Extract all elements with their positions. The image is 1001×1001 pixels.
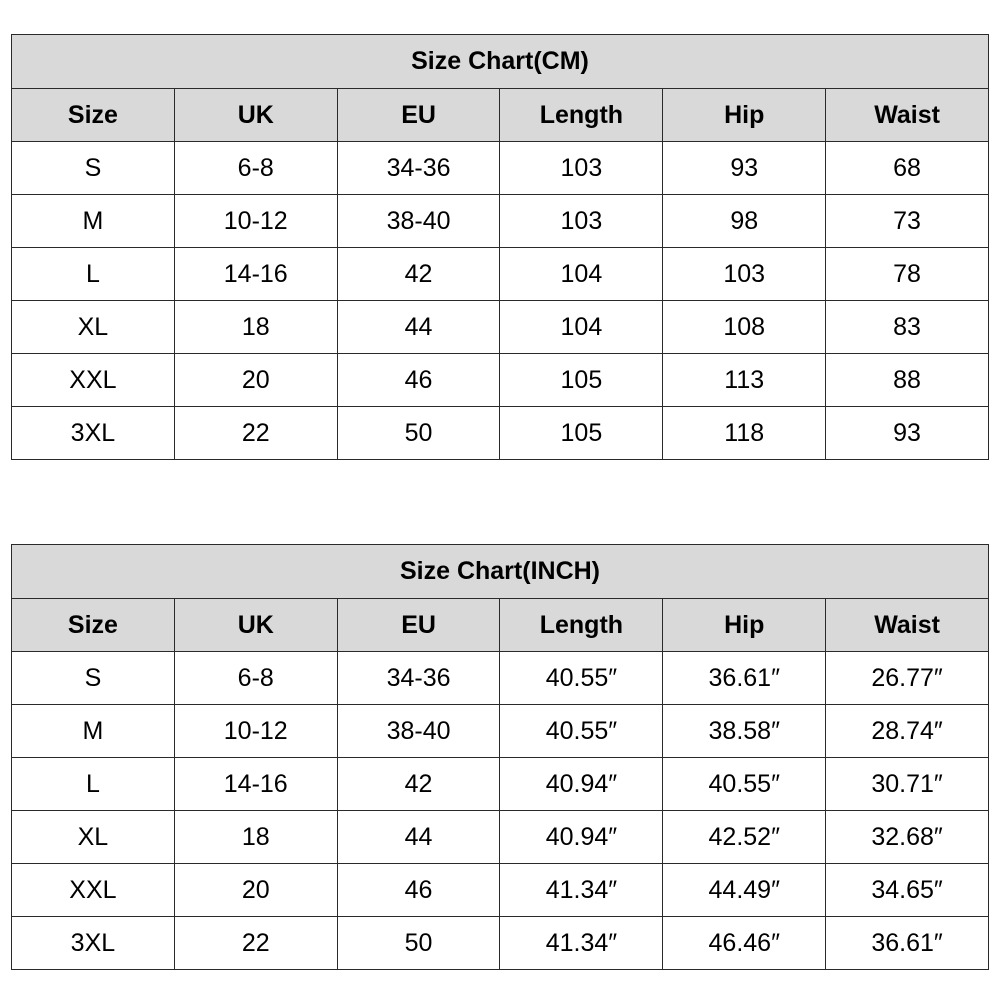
hip-cell: 113 xyxy=(663,354,826,407)
column-header-size: Size xyxy=(12,89,175,142)
hip-cell: 44.49″ xyxy=(663,864,826,917)
column-header-waist: Waist xyxy=(826,599,989,652)
size-cell: XL xyxy=(12,301,175,354)
size-cell: XXL xyxy=(12,354,175,407)
waist-cell: 36.61″ xyxy=(826,917,989,970)
eu-cell: 34-36 xyxy=(337,652,500,705)
eu-cell: 50 xyxy=(337,917,500,970)
eu-cell: 50 xyxy=(337,407,500,460)
hip-cell: 118 xyxy=(663,407,826,460)
hip-cell: 103 xyxy=(663,248,826,301)
column-header-size: Size xyxy=(12,599,175,652)
waist-cell: 88 xyxy=(826,354,989,407)
size-cell: 3XL xyxy=(12,917,175,970)
uk-cell: 14-16 xyxy=(174,248,337,301)
size-cell: S xyxy=(12,652,175,705)
length-cell: 104 xyxy=(500,248,663,301)
length-cell: 104 xyxy=(500,301,663,354)
hip-cell: 36.61″ xyxy=(663,652,826,705)
uk-cell: 6-8 xyxy=(174,652,337,705)
uk-cell: 10-12 xyxy=(174,195,337,248)
hip-cell: 98 xyxy=(663,195,826,248)
size-chart-cm-table xyxy=(11,34,989,460)
length-cell: 103 xyxy=(500,195,663,248)
eu-cell: 44 xyxy=(337,811,500,864)
eu-cell: 34-36 xyxy=(337,142,500,195)
column-header-length: Length xyxy=(500,89,663,142)
table-row xyxy=(12,652,989,705)
length-cell: 40.94″ xyxy=(500,811,663,864)
size-cell: 3XL xyxy=(12,407,175,460)
length-cell: 105 xyxy=(500,354,663,407)
uk-cell: 22 xyxy=(174,917,337,970)
column-header-hip: Hip xyxy=(663,599,826,652)
length-cell: 41.34″ xyxy=(500,864,663,917)
table-row xyxy=(12,811,989,864)
hip-cell: 93 xyxy=(663,142,826,195)
size-cell: S xyxy=(12,142,175,195)
hip-cell: 108 xyxy=(663,301,826,354)
size-cell: L xyxy=(12,758,175,811)
column-header-hip: Hip xyxy=(663,89,826,142)
column-header-uk: UK xyxy=(174,599,337,652)
column-header-length: Length xyxy=(500,599,663,652)
eu-cell: 46 xyxy=(337,354,500,407)
eu-cell: 42 xyxy=(337,248,500,301)
table-row xyxy=(12,407,989,460)
table-header-row xyxy=(12,89,989,142)
table-row xyxy=(12,248,989,301)
length-cell: 103 xyxy=(500,142,663,195)
uk-cell: 18 xyxy=(174,301,337,354)
eu-cell: 42 xyxy=(337,758,500,811)
table-row xyxy=(12,705,989,758)
uk-cell: 20 xyxy=(174,864,337,917)
uk-cell: 14-16 xyxy=(174,758,337,811)
size-chart-inch-table xyxy=(11,544,989,970)
uk-cell: 20 xyxy=(174,354,337,407)
length-cell: 40.94″ xyxy=(500,758,663,811)
length-cell: 105 xyxy=(500,407,663,460)
waist-cell: 34.65″ xyxy=(826,864,989,917)
eu-cell: 44 xyxy=(337,301,500,354)
table-row xyxy=(12,758,989,811)
waist-cell: 68 xyxy=(826,142,989,195)
length-cell: 40.55″ xyxy=(500,705,663,758)
waist-cell: 73 xyxy=(826,195,989,248)
table-row xyxy=(12,142,989,195)
hip-cell: 46.46″ xyxy=(663,917,826,970)
table-title-row xyxy=(12,545,989,599)
column-header-waist: Waist xyxy=(826,89,989,142)
column-header-eu: EU xyxy=(337,89,500,142)
size-cell: XXL xyxy=(12,864,175,917)
size-cell: XL xyxy=(12,811,175,864)
eu-cell: 38-40 xyxy=(337,705,500,758)
table-row xyxy=(12,354,989,407)
length-cell: 40.55″ xyxy=(500,652,663,705)
table-row xyxy=(12,195,989,248)
size-cell: M xyxy=(12,705,175,758)
hip-cell: 38.58″ xyxy=(663,705,826,758)
table-row xyxy=(12,301,989,354)
waist-cell: 28.74″ xyxy=(826,705,989,758)
table-row xyxy=(12,864,989,917)
column-header-uk: UK xyxy=(174,89,337,142)
hip-cell: 42.52″ xyxy=(663,811,826,864)
column-header-eu: EU xyxy=(337,599,500,652)
size-cell: L xyxy=(12,248,175,301)
table-row xyxy=(12,917,989,970)
waist-cell: 78 xyxy=(826,248,989,301)
table-title: Size Chart(CM) xyxy=(12,35,989,89)
hip-cell: 40.55″ xyxy=(663,758,826,811)
eu-cell: 38-40 xyxy=(337,195,500,248)
size-cell: M xyxy=(12,195,175,248)
uk-cell: 10-12 xyxy=(174,705,337,758)
eu-cell: 46 xyxy=(337,864,500,917)
waist-cell: 30.71″ xyxy=(826,758,989,811)
table-title-row xyxy=(12,35,989,89)
waist-cell: 83 xyxy=(826,301,989,354)
table-title: Size Chart(INCH) xyxy=(12,545,989,599)
uk-cell: 6-8 xyxy=(174,142,337,195)
uk-cell: 22 xyxy=(174,407,337,460)
uk-cell: 18 xyxy=(174,811,337,864)
waist-cell: 93 xyxy=(826,407,989,460)
waist-cell: 26.77″ xyxy=(826,652,989,705)
length-cell: 41.34″ xyxy=(500,917,663,970)
table-header-row xyxy=(12,599,989,652)
waist-cell: 32.68″ xyxy=(826,811,989,864)
